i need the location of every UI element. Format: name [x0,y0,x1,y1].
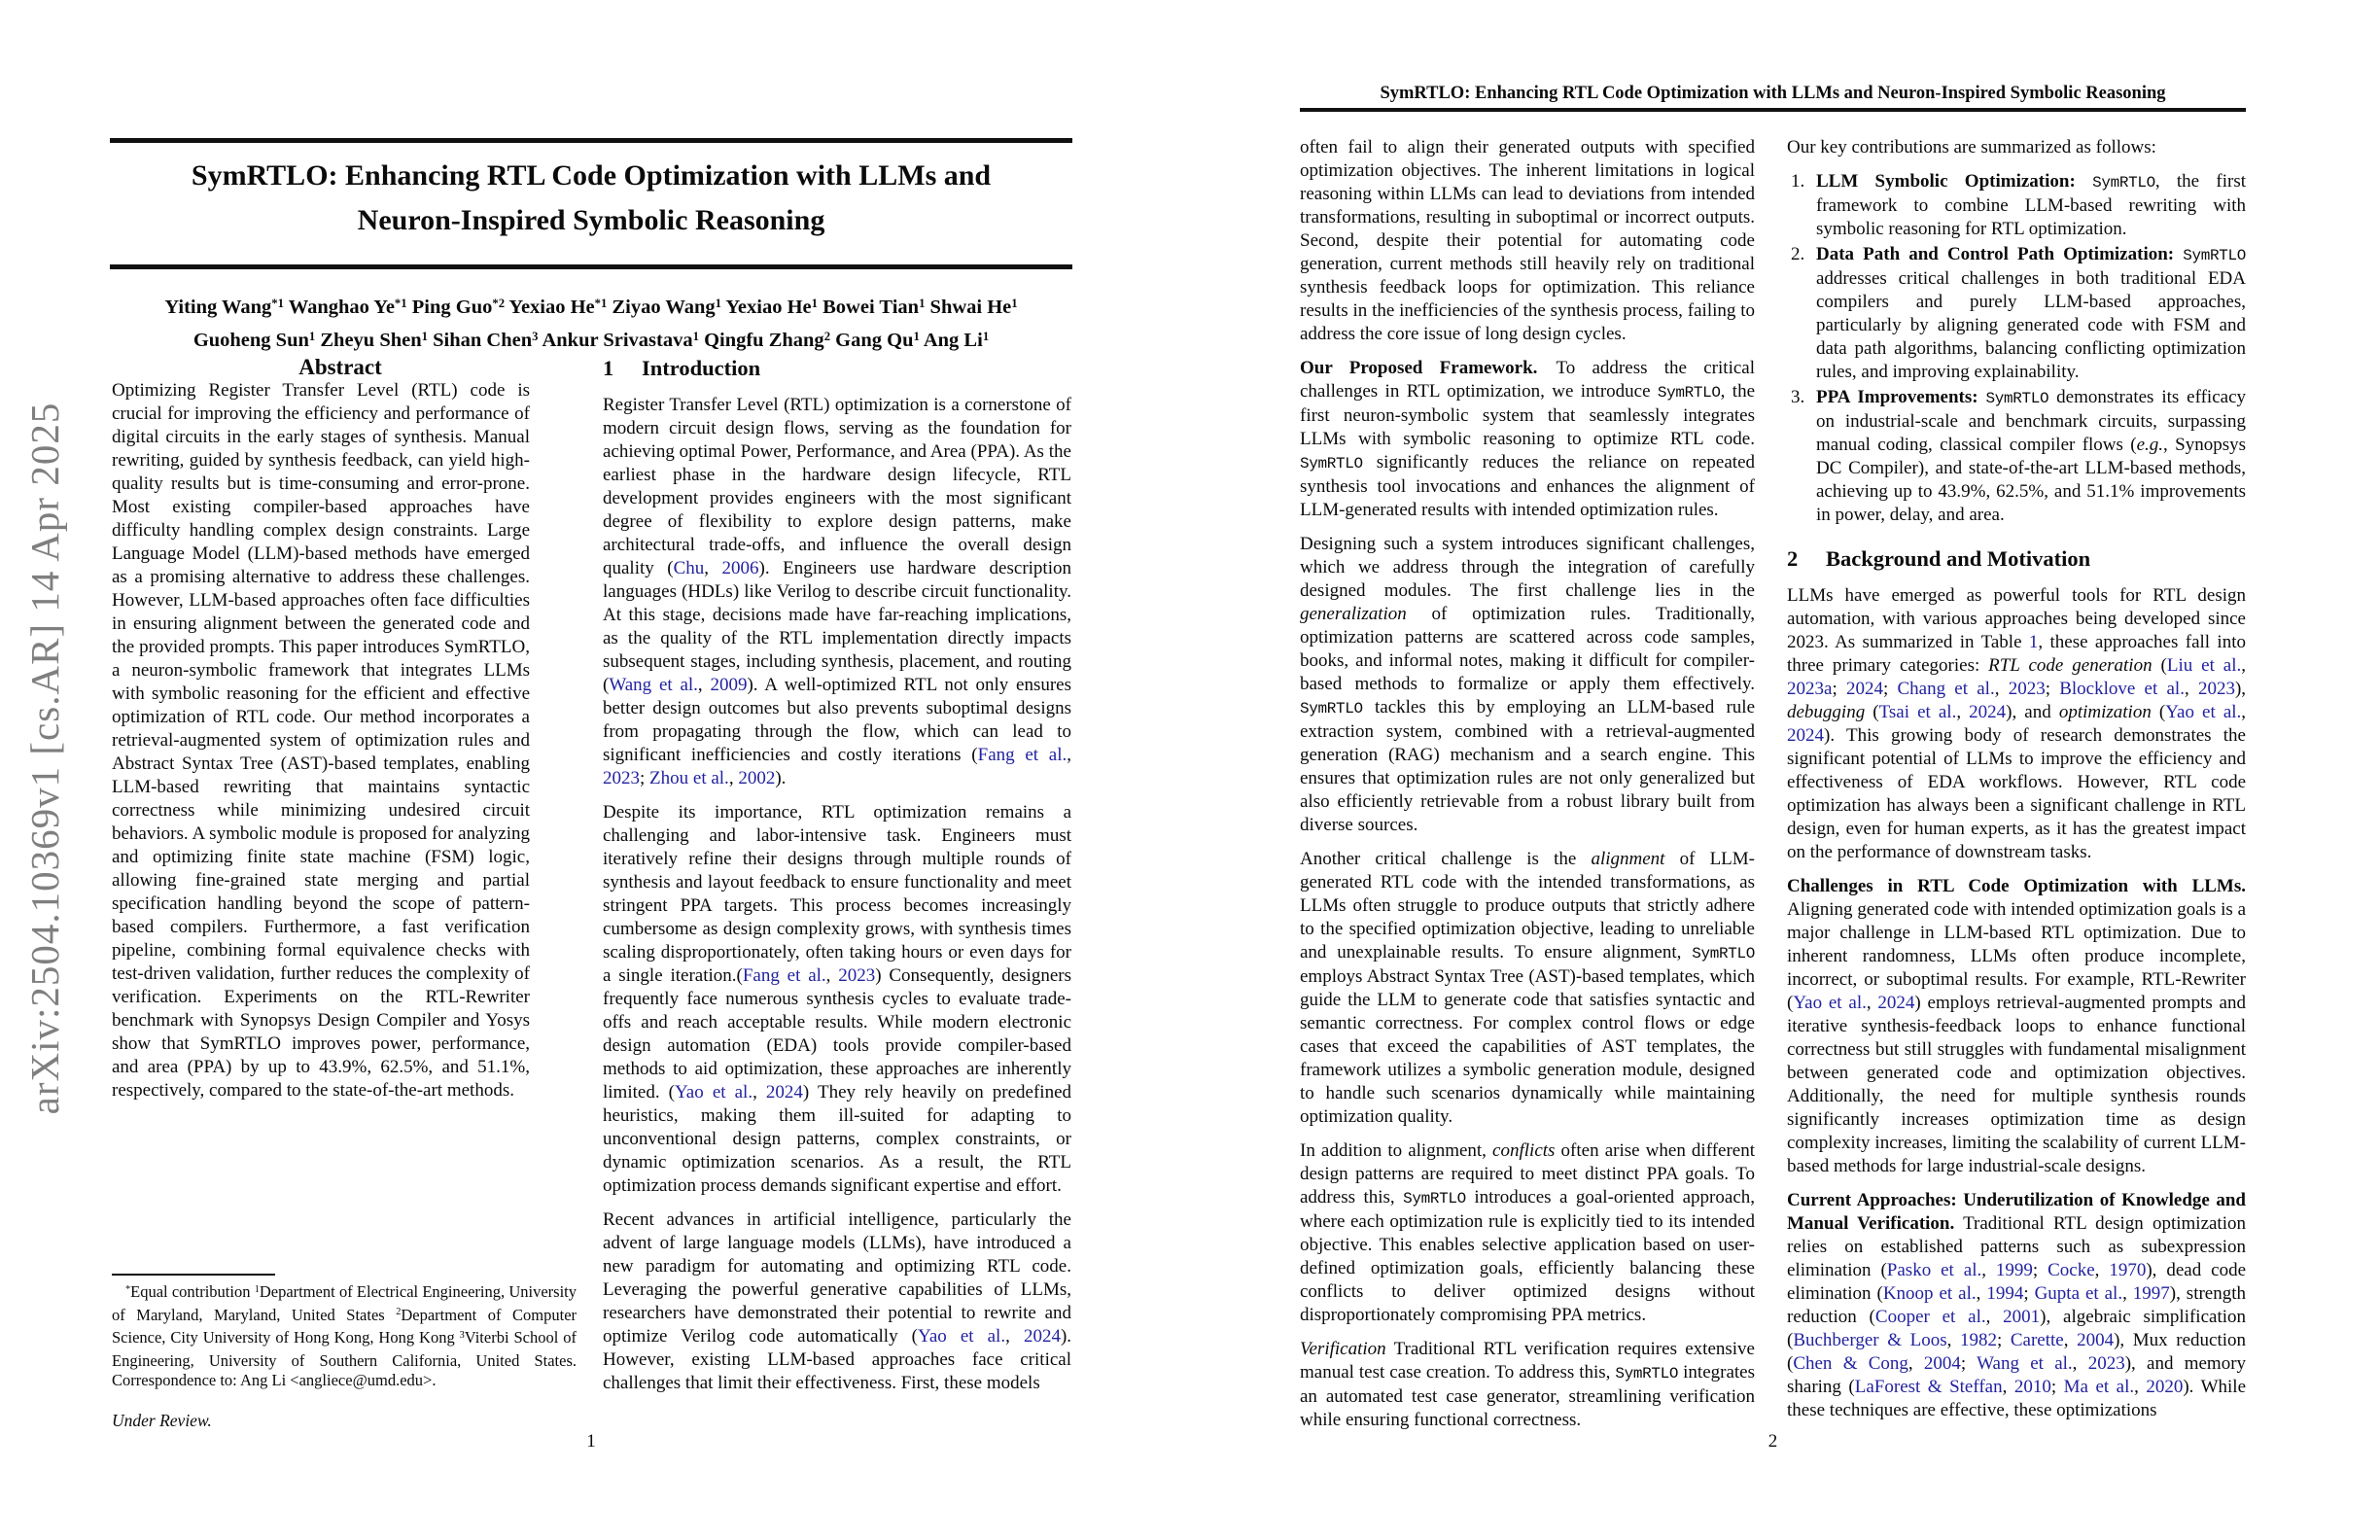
verification-paragraph: Verification Traditional RTL verification requires extensive manual test case creation. To address this, SymRTLO integrates an automated test case generator, streamlining verification while ensuring functional correctness. [1300,1339,1756,1430]
list-item-text: LLM Symbolic Optimization: SymRTLO, the first framework to combine LLM-based rewriting with symbolic reasoning for RTL optimization. [1816,171,2246,239]
citation-link[interactable]: Wang et al. [609,675,698,695]
citation-link[interactable]: Chen & Cong [1793,1353,1908,1374]
citation-link[interactable]: LaForest & Steffan [1854,1377,2003,1397]
citation-link[interactable]: 1982 [1959,1330,1997,1350]
citation-link[interactable]: Cooper et al. [1874,1307,1986,1327]
citation-link[interactable]: Chu [673,558,705,578]
citation-link[interactable]: 2024 [1787,725,1824,746]
under-review-note: Under Review. [112,1410,212,1430]
citation-link[interactable]: Yao et al. [918,1326,1006,1347]
abstract-heading: Abstract [298,355,382,379]
running-head-rule [1300,108,2246,112]
citation-link[interactable]: 2024 [1877,993,1915,1013]
citation-link[interactable]: Ma et al. [2063,1377,2135,1397]
intro-paragraph-3: Recent advances in artificial intelligence, particularly the advent of large language models (LLMs), have introduced a new paradigm for automating and optimizing RTL code. Leveraging the powerful generative capabilities of LLMs, researchers have demonstrated their potential to rewrite and optimize Verilog code automatically (Yao et al., 2024). However, existing LLM-based approaches face critical challenges that limit their effectiveness. First, these models [603,1209,1072,1393]
list-number: 1. [1791,171,1805,192]
intro-paragraph-2: Despite its importance, RTL optimization remains a challenging and labor-intensive task. Engineers must iteratively refine their designs through multiple rounds of synthesis and layout feedback to ensure functionality and meet stringent PPA targets. This process becomes increasingly cumbersome as design complexity grows, with synthesis times scaling disproportionately, often taking hours or even days for a single iteration.(Fang et al., 2023) Consequently, designers frequently face numerous synthesis cycles to evaluate trade-offs and reach acceptable results. While modern electronic design automation (EDA) tools provide compiler-based methods to aid optimization, these approaches are inherently limited. (Yao et al., 2024) They rely heavily on predefined heuristics, making them ill-suited for adapting to unconventional design patterns, complex constraints, or dynamic optimization scenarios. As a result, the RTL optimization process demands significant expertise and effort. [603,802,1072,1196]
section-heading-background [1787,546,2246,572]
citation-link[interactable]: 1970 [2109,1260,2147,1280]
conflicts-paragraph: In addition to alignment, conflicts often arise when different design patterns are required to meet distinct PPA goals. To address this, SymRTLO introduces a goal-oriented approach, where each optimization rule is explicitly tied to its intended objective. This enables selective application based on user-defined optimization goals, efficiently balancing these conflicts to deliver optimized designs without disproportionately compromising PPA metrics. [1300,1140,1756,1325]
citation-link[interactable]: 2024 [1023,1326,1061,1347]
section-number: 1 [603,356,614,380]
citation-link[interactable]: 2023 [2197,679,2235,699]
citation-link[interactable]: Cocke [2048,1260,2095,1280]
citation-link[interactable]: Buchberger & Loos [1793,1330,1947,1350]
list-item-text: PPA Improvements: SymRTLO demonstrates its efficacy on industrial-scale and benchmark circuits, surpassing manual coding, classical compiler flows (e.g., Synopsys DC Compiler), and state-of-the-art LLM-based methods, achieving up to 43.9%, 62.5%, and 51.1% improvements in power, delay, and area. [1816,387,2246,525]
citation-link[interactable]: Blocklove et al. [2059,679,2185,699]
citation-link[interactable]: Chang et al. [1897,679,1995,699]
citation-link[interactable]: Yao et al. [2165,702,2242,722]
citation-link[interactable]: Yao et al. [674,1082,753,1102]
citation-link[interactable]: 2024 [1969,702,2007,722]
citation-link[interactable]: 2009 [710,675,748,695]
section-number: 2 [1787,546,1799,571]
citation-link[interactable]: 2024 [765,1082,803,1102]
citation-link[interactable]: Fang et al. [977,745,1068,765]
citation-link[interactable]: 1 [2028,632,2039,652]
citation-link[interactable]: 2004 [2077,1330,2115,1350]
list-item-text: Data Path and Control Path Optimization: SymRTLO addresses critical challenges in both traditional EDA compilers and purely LLM-based approaches, particularly by aligning generated code with FSM and data path algorithms, balancing conflicting optimization rules, and improving explainability. [1816,244,2246,382]
citation-link[interactable]: 2020 [2146,1377,2184,1397]
intro-paragraph-1: Register Transfer Level (RTL) optimization is a cornerstone of modern circuit design flows, serving as the foundation for achieving optimal Power, Performance, and Area (PPA). As the earliest phase in the hardware design lifecycle, RTL development provides engineers with the most significant degree of flexibility to explore design patterns, make architectural trade-offs, and influence the overall design quality (Chu, 2006). Engineers use hardware description languages (HDLs) like Verilog to describe circuit functionality. At this stage, decisions made have far-reaching implications, as the quality of the RTL implementation directly impacts subsequent stages, including synthesis, placement, and routing (Wang et al., 2009). A well-optimized RTL not only ensures better design outcomes but also prevents suboptimal designs from propagating through the flow, which can lead to significant inefficiencies and costly iterations (Fang et al., 2023; Zhou et al., 2002). [603,395,1071,788]
list-number: 2. [1791,244,1805,264]
citation-link[interactable]: 2002 [738,768,776,788]
arxiv-watermark: arXiv:2504.10369v1 [cs.AR] 14 Apr 2025 [22,402,67,1115]
citation-link[interactable]: 2006 [721,558,759,578]
citation-link[interactable]: Gupta et al. [2034,1283,2123,1304]
authors-line-1: Yiting Wang$^{*1}$ Wanghao Ye$^{*1}$ Ping Guo$^{*2}$ Yexiao He$^{*1}$ Ziyao Wang$^1$ Yexiao He$^1$ Bowei Tian$^1$ Shwai He$^1$ [164,296,1018,318]
contribution-item-2 [1787,243,2246,384]
abstract-text: Optimizing Register Transfer Level (RTL) code is crucial for improving the efficiency and performance of digital circuits in the early stages of synthesis. Manual rewriting, guided by synthesis feedback, can yield high-quality results but is time-consuming and error-prone. Most existing compiler-based approaches have difficulty handling complex design constraints. Large Language Model (LLM)-based methods have emerged as a promising alternative to address these challenges. However, LLM-based approaches often face difficulties in ensuring alignment between the generated code and the provided prompts. This paper introduces SymRTLO, a neuron-symbolic framework that integrates LLMs with symbolic reasoning for the efficient and effective optimization of RTL code. Our method incorporates a retrieval-augmented system of optimization rules and Abstract Syntax Tree (AST)-based templates, enabling LLM-based rewriting that maintains syntactic correctness while minimizing undesired circuit behaviors. A symbolic module is proposed for analyzing and optimizing finite state machine (FSM) logic, allowing fine-grained state merging and partial specification handling beyond the scope of pattern-based compilers. Furthermore, a fast verification pipeline, combining formal equivalence checks with test-driven validation, further reduces the complexity of verification. Experiments on the RTL-Rewriter benchmark with Synopsys Design Compiler and Yosys show that SymRTLO improves power, performance, and area (PPA) by up to 43.9%, 62.5%, and 51.1%, respectively, compared to the state-of-the-art methods. [112,380,530,1101]
current-approaches-paragraph: Current Approaches: Underutilization of Knowledge and Manual Verification. Traditional RTL design optimization relies on established patterns such as subexpression elimination (Pasko et al., 1999; Cocke, 1970), dead code elimination (Knoop et al., 1994; Gupta et al., 1997), strength reduction (Cooper et al., 2001), algebraic simplification (Buchberger & Loos, 1982; Carette, 2004), Mux reduction (Chen & Cong, 2004; Wang et al., 2023), and memory sharing (LaForest & Steffan, 2010; Ma et al., 2020). While these techniques are effective, these optimizations [1787,1190,2247,1420]
citation-link[interactable]: 2023 [838,965,876,986]
citation-link[interactable]: Carette [2010,1330,2064,1350]
paper-title-line-2: Neuron-Inspired Symbolic Reasoning [357,204,825,236]
citation-link[interactable]: 2023a [1787,679,1833,699]
page-1 [110,0,1072,1540]
paper-title [110,154,1072,243]
introduction-column [603,356,1071,1406]
section-title: Background and Motivation [1826,546,2091,571]
page2-column-1 [1300,136,1755,1443]
citation-link[interactable]: 2023 [2008,679,2046,699]
citation-link[interactable]: Tsai et al. [1878,702,1957,722]
title-rule-top [110,138,1072,143]
citation-link[interactable]: Knoop et al. [1882,1283,1977,1304]
citation-link[interactable]: Zhou et al. [649,768,729,788]
abstract-column [112,356,569,1113]
generalization-paragraph: Designing such a system introduces significant challenges, which we address through the integration of carefully designed modules. The first challenge lies in the generalization of optimization rules. Traditionally, optimization patterns are scattered across code samples, books, and informal notes, making it difficult for compiler-based methods to formalize or apply them effectively. SymRTLO tackles this by employing an LLM-based rule extraction system, combined with a retrieval-augmented generation (RAG) mechanism and a search engine. This ensures that optimization rules are not only generalized but also efficiently retrievable from a robust library built from diverse sources. [1300,534,1755,835]
page-number-1: 1 [586,1431,596,1452]
citation-link[interactable]: 2024 [1845,679,1883,699]
citation-link[interactable]: 1994 [1986,1283,2024,1304]
section-heading-introduction [603,356,1071,381]
list-number: 3. [1791,387,1805,407]
citation-link[interactable]: Wang et al. [1977,1353,2073,1374]
paper-title-line-1: SymRTLO: Enhancing RTL Code Optimization with LLMs and [191,159,992,192]
footnote-rule [112,1274,275,1276]
citation-link[interactable]: Yao et al. [1793,993,1867,1013]
citation-link[interactable]: 2001 [2003,1307,2041,1327]
alignment-paragraph: Another critical challenge is the alignment of LLM-generated RTL code with the intended transformations, as LLMs often struggle to produce outputs that strictly adhere to the specified optimization objective, leading to unreliable and unexplainable results. To ensure alignment, SymRTLO employs Abstract Syntax Tree (AST)-based templates, which guide the LLM to generate code that satisfies syntactic and semantic correctness. For complex control flows or edge cases that exceed the capabilities of AST templates, the framework utilizes a symbolic generation module, designed to handle such scenarios dynamically while maintaining optimization quality. [1300,849,1755,1127]
citation-link[interactable]: Pasko et al. [1886,1260,1982,1280]
footnote-block [112,1274,577,1431]
body-paragraph-continuation: often fail to align their generated outputs with specified optimization objectives. The inherent limitations in logical reasoning within LLMs can lead to deviations from intended transformations, resulting in suboptimal or incorrect outputs. Second, despite their potential for automating code generation, current methods still heavily rely on traditional synthesis feedback loops for optimization. This reliance results in the inefficiencies of the synthesis process, failing to address the core issue of long design cycles. [1300,137,1755,344]
citation-link[interactable]: 1997 [2132,1283,2170,1304]
contribution-item-1 [1787,170,2246,241]
citation-link[interactable]: 2023 [2087,1353,2125,1374]
challenges-paragraph: Challenges in RTL Code Optimization with LLMs. Aligning generated code with intended optimization goals is a major challenge in LLM-based RTL optimization. Due to inherent randomness, LLMs often produce incomplete, incorrect, or suboptimal results. For example, RTL-Rewriter (Yao et al., 2024) employs retrieval-augmented prompts and iterative synthesis-feedback loops to enhance functional correctness but still struggles with fundamental misalignment between generated code and optimization objectives. Additionally, the need for multiple synthesis rounds significantly increases optimization time as design complexity increases, limiting the scalability of current LLM-based methods for large industrial-scale designs. [1787,876,2246,1176]
contributions-intro: Our key contributions are summarized as follows: [1787,137,2156,158]
footnote-text: *Equal contribution $^1$Department of Electrical Engineering, University of Maryland, Maryland, United States $^2$Department of Computer Science, City University of Hong Kong, Hong Kong $^3$Viterbi School of Engineering, University of Southern California, United States. Correspondence to: Ang Li <angliece@umd.edu>. [112,1282,578,1389]
contribution-item-3 [1787,386,2246,527]
section-title: Introduction [642,356,761,380]
authors-line-2: Guoheng Sun$^1$ Zheyu Shen$^1$ Sihan Chen$^3$ Ankur Srivastava$^1$ Qingfu Zhang$^2$ Gang Qu$^1$ Ang Li$^1$ [192,329,990,351]
citation-link[interactable]: 2023 [603,768,640,788]
citation-link[interactable]: Liu et al. [2166,655,2242,676]
running-head: SymRTLO: Enhancing RTL Code Optimization with LLMs and Neuron-Inspired Symbolic Reasoning [1380,84,2166,103]
background-paragraph-1: LLMs have emerged as powerful tools for RTL design automation, with various approaches being developed since 2023. As summarized in Table 1, these approaches fall into three primary categories: RTL code generation (Liu et al., 2023a; 2024; Chang et al., 2023; Blocklove et al., 2023), debugging (Tsai et al., 2024), and optimization (Yao et al., 2024). This growing body of research demonstrates the significant potential of LLMs to improve the efficiency and effectiveness of EDA workflows. However, RTL code optimization has always been a significant challenge in RTL design, even for human experts, as it has the greatest impact on the performance of downstream tasks. [1787,585,2247,862]
proposed-framework-paragraph: Our Proposed Framework. To address the critical challenges in RTL optimization, we introduce SymRTLO, the first neuron-symbolic system that seamlessly integrates LLMs with symbolic reasoning to optimize RTL code. SymRTLO significantly reduces the reliance on repeated synthesis tool invocations and enhances the alignment of LLM-generated results with intended optimization rules. [1300,358,1755,520]
citation-link[interactable]: 2004 [1923,1353,1961,1374]
citation-link[interactable]: Fang et al. [742,965,826,986]
citation-link[interactable]: 2010 [2013,1377,2051,1397]
page-number-2: 2 [1768,1431,1778,1452]
citation-link[interactable]: 1999 [1995,1260,2033,1280]
page2-column-2 [1787,136,2246,1433]
title-rule-bottom [110,264,1072,269]
page-2 [1300,0,2246,1540]
